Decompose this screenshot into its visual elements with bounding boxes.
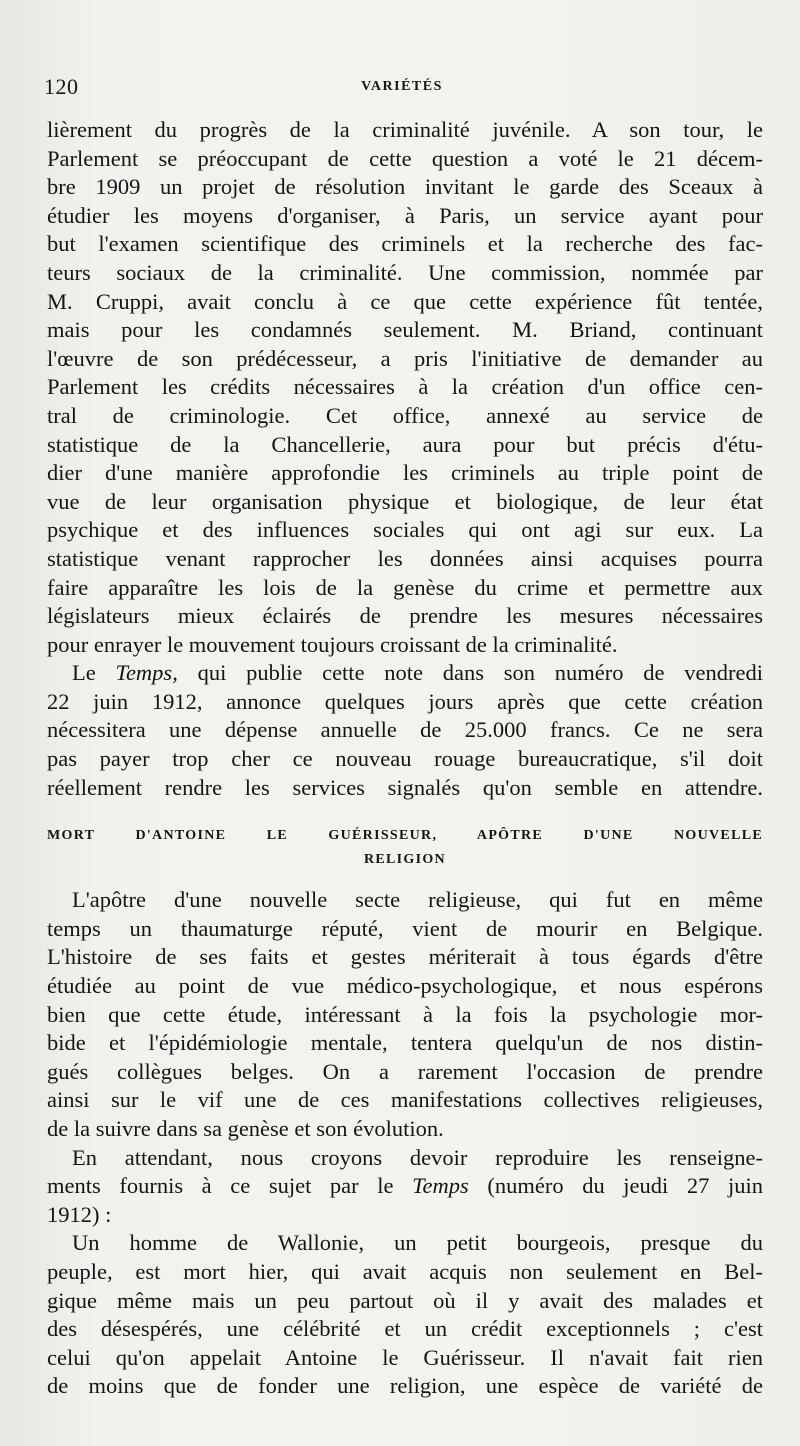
text-line: réellement rendre les services signalés qu'on semble en attendre. <box>47 774 763 800</box>
text-fragment: Le <box>72 660 116 686</box>
text-line: étudiée au point de vue médico-psychologique, et nous espérons <box>47 973 763 999</box>
text-line <box>47 659 763 688</box>
text-line: dier d'une manière approfondie les criminels au triple point de <box>47 460 763 486</box>
text-line: bre 1909 un projet de résolution invitant le garde des Sceaux à <box>47 174 763 200</box>
paragraph-reproduce-info <box>47 1144 763 1230</box>
text-line: statistique de la Chancellerie, aura pour but précis d'étu- <box>47 431 763 457</box>
paragraph-apostle-death <box>47 886 763 1143</box>
paragraph-criminology-office <box>47 116 763 659</box>
newspaper-title: Temps, <box>115 660 178 686</box>
page-body <box>47 116 763 1401</box>
section-title-line: MORT D'ANTOINE LE GUÉRISSEUR, APÔTRE D'UNE NOUVELLE <box>47 828 763 844</box>
text-line: peuple, est mort hier, qui avait acquis non seulement en Bel- <box>47 1258 763 1284</box>
text-line: celui qu'on appelait Antoine le Guérisseur. Il n'avait fait rien <box>47 1344 763 1370</box>
text-fragment: qui publie cette note dans son numéro de vendredi <box>177 660 764 686</box>
text-line: pour enrayer le mouvement toujours croissant de la criminalité. <box>47 631 618 657</box>
text-line: faire apparaître les lois de la genèse du crime et permettre aux <box>47 574 763 600</box>
text-line: L'apôtre d'une nouvelle secte religieuse, qui fut en même <box>72 887 763 913</box>
text-line: gique même mais un peu partout où il y avait des malades et <box>47 1287 763 1313</box>
text-line: nécessitera une dépense annuelle de 25.000 francs. Ce ne sera <box>47 717 763 743</box>
text-line: vue de leur organisation physique et biologique, de leur état <box>47 488 763 514</box>
running-head: VARIÉTÉS <box>361 79 443 94</box>
text-line: de moins que de fonder une religion, une espèce de variété de <box>47 1373 763 1399</box>
text-line: pas payer trop cher ce nouveau rouage bureaucratique, s'il doit <box>47 746 763 772</box>
paragraph-temps-note <box>47 659 763 802</box>
text-line: 22 juin 1912, annonce quelques jours après que cette création <box>47 688 763 714</box>
text-line: L'histoire de ses faits et gestes mériterait à tous égards d'être <box>47 944 763 970</box>
page-number: 120 <box>44 74 79 99</box>
text-fragment: ments fournis à ce sujet par le <box>47 1173 413 1199</box>
newspaper-title: Temps <box>412 1173 469 1199</box>
text-line: gués collègues belges. On a rarement l'occasion de prendre <box>47 1058 763 1084</box>
text-line: tral de criminologie. Cet office, annexé au service de <box>47 402 763 428</box>
text-line: En attendant, nous croyons devoir reproduire les renseigne- <box>72 1144 763 1170</box>
text-line: étudier les moyens d'organiser, à Paris, un service ayant pour <box>47 202 763 228</box>
text-line: bien que cette étude, intéressant à la fois la psychologie mor- <box>47 1001 763 1027</box>
text-line: législateurs mieux éclairés de prendre les mesures nécessaires <box>47 603 763 629</box>
section-title-line: RELIGION <box>364 852 446 868</box>
text-line: M. Cruppi, avait conclu à ce que cette expérience fût tentée, <box>47 288 763 314</box>
paragraph-quoted-article <box>47 1229 763 1401</box>
text-line: lièrement du progrès de la criminalité juvénile. A son tour, le <box>47 117 763 142</box>
text-line: des désespérés, une célébrité et un crédit exceptionnels ; c'est <box>47 1316 763 1342</box>
text-line <box>47 1172 763 1201</box>
text-line: Un homme de Wallonie, un petit bourgeois, presque du <box>72 1230 763 1256</box>
text-line: mais pour les condamnés seulement. M. Briand, continuant <box>47 317 763 343</box>
page-header <box>44 74 760 104</box>
text-line: but l'examen scientifique des criminels et la recherche des fac- <box>47 231 763 257</box>
text-line: Parlement les crédits nécessaires à la création d'un office cen- <box>47 374 763 400</box>
text-line: 1912) : <box>47 1201 112 1227</box>
text-line: statistique venant rapprocher les données ainsi acquises pourra <box>47 545 763 571</box>
text-fragment: (numéro du jeudi 27 juin <box>468 1173 763 1199</box>
text-line: psychique et des influences sociales qui ont agi sur eux. La <box>47 517 763 543</box>
text-line: bide et l'épidémiologie mentale, tentera quelqu'un de nos distin- <box>47 1030 763 1056</box>
text-line: ainsi sur le vif une de ces manifestations collectives religieuses, <box>47 1087 763 1113</box>
section-title <box>47 824 763 872</box>
text-line: temps un thaumaturge réputé, vient de mourir en Belgique. <box>47 915 763 941</box>
text-line: Parlement se préoccupant de cette question a voté le 21 décem- <box>47 145 763 171</box>
text-line: teurs sociaux de la criminalité. Une commission, nommée par <box>47 259 763 285</box>
text-line: l'œuvre de son prédécesseur, a pris l'initiative de demander au <box>47 345 763 371</box>
text-line: de la suivre dans sa genèse et son évolution. <box>47 1116 444 1141</box>
